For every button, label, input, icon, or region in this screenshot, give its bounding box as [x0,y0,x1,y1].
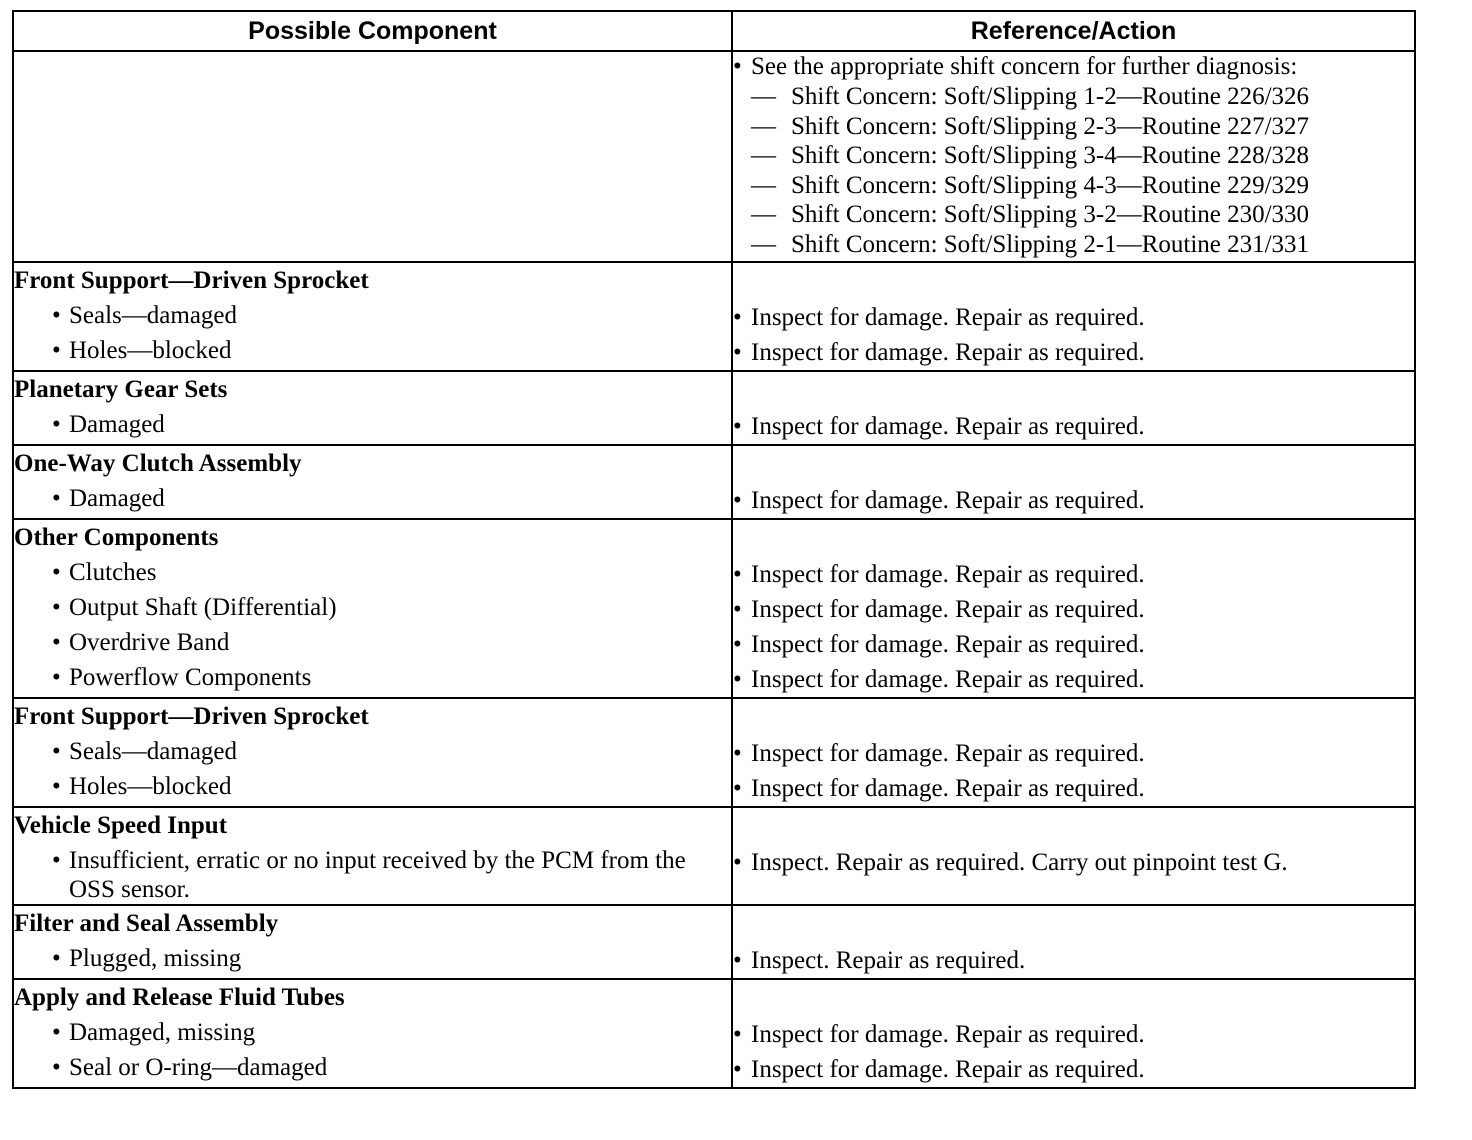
bullet-icon: • [52,738,61,765]
action-spacer [733,808,1414,845]
header-possible-component: Possible Component [13,11,732,51]
intro-action-cell [732,51,1415,262]
bullet-icon: • [733,596,742,623]
component-row [13,905,1415,979]
action-cell [732,371,1415,445]
dash-icon: — [751,83,776,110]
routine-reference-item [733,82,1414,112]
bullet-icon: • [733,666,742,693]
component-row [13,807,1415,905]
action-item [733,1052,1414,1087]
dash-icon: — [751,171,776,199]
routine-reference-item [733,171,1414,201]
component-item [14,590,731,625]
routine-reference-text: Shift Concern: Soft/Slipping 3-2—Routine 230/330 [791,201,1310,228]
component-item-text: Seals—damaged [69,738,238,765]
intro-component-cell [13,51,732,262]
action-item-text: Inspect for damage. Repair as required. [751,666,1145,693]
component-heading: Planetary Gear Sets [14,376,228,403]
action-item-text: Inspect for damage. Repair as required. [751,631,1145,658]
component-row [13,262,1415,371]
action-cell [732,698,1415,807]
routine-reference-text: Shift Concern: Soft/Slipping 4-3—Routine 229/329 [791,171,1310,199]
action-item [733,557,1414,592]
component-item [14,769,731,804]
diagnosis-table [12,10,1416,1089]
component-heading: Other Components [14,524,219,551]
component-row [13,698,1415,807]
action-item-text: Inspect for damage. Repair as required. [751,304,1145,331]
component-cell [13,371,732,445]
component-item-text: Output Shaft (Differential) [69,594,337,621]
bullet-icon: • [733,849,742,876]
action-cell [732,262,1415,371]
bullet-icon: • [733,53,742,80]
action-item-text: Inspect for damage. Repair as required. [751,775,1145,802]
action-cell [732,807,1415,905]
action-item-text: Inspect for damage. Repair as required. [751,339,1145,366]
action-spacer [733,446,1414,483]
action-spacer [733,263,1414,300]
component-heading: One-Way Clutch Assembly [14,450,302,477]
action-item-text: Inspect. Repair as required. Carry out pinpoint test G. [751,849,1288,876]
component-cell [13,905,732,979]
routine-reference-item [733,112,1414,142]
component-item [14,407,731,442]
component-heading: Filter and Seal Assembly [14,910,279,937]
bullet-icon: • [733,304,742,331]
routine-reference-text: Shift Concern: Soft/Slipping 3-4—Routine 228/328 [791,142,1310,169]
bullet-icon: • [52,337,61,364]
action-item [733,592,1414,627]
intro-routine-list [733,82,1414,259]
component-item-text: Holes—blocked [69,337,232,364]
action-item-text: Inspect for damage. Repair as required. [751,413,1145,440]
component-item-text: Clutches [69,559,157,586]
component-item [14,625,731,660]
component-item [14,481,731,516]
component-item-text: Holes—blocked [69,773,232,800]
action-spacer [733,980,1414,1017]
component-row [13,519,1415,698]
component-heading: Apply and Release Fluid Tubes [14,984,345,1011]
component-item [14,1050,731,1085]
bullet-icon: • [52,629,61,656]
action-spacer [733,699,1414,736]
routine-reference-text: Shift Concern: Soft/Slipping 2-3—Routine 227/327 [791,112,1310,140]
action-item-text: Inspect for damage. Repair as required. [751,596,1145,623]
action-item [733,771,1414,806]
component-item-text: Damaged, missing [69,1019,256,1046]
action-item [733,845,1414,880]
action-item [733,943,1414,978]
bullet-icon: • [52,664,61,691]
bullet-icon: • [733,775,742,802]
bullet-icon: • [52,302,61,329]
bullet-icon: • [52,847,61,874]
action-item-text: Inspect for damage. Repair as required. [751,740,1145,767]
bullet-icon: • [733,487,742,514]
dash-icon: — [751,230,776,258]
component-item [14,333,731,368]
bullet-icon: • [733,561,742,588]
table-body [13,51,1415,1088]
component-item [14,660,731,695]
component-cell [13,979,732,1088]
component-item [14,734,731,769]
component-item-text: Seal or O-ring—damaged [69,1054,328,1081]
bullet-icon: • [52,485,61,512]
bullet-icon: • [733,1021,742,1048]
component-item-text: Powerflow Components [69,664,312,691]
action-item [733,335,1414,370]
action-item [733,409,1414,444]
bullet-icon: • [52,411,61,438]
dash-icon: — [751,112,776,140]
bullet-icon: • [733,413,742,440]
bullet-icon: • [733,947,742,974]
table-header-row [13,11,1415,51]
action-cell [732,445,1415,519]
header-reference-action: Reference/Action [732,11,1415,51]
action-item [733,736,1414,771]
intro-row [13,51,1415,262]
component-item-text: Seals—damaged [69,302,238,329]
action-item-text: Inspect for damage. Repair as required. [751,1021,1145,1048]
bullet-icon: • [52,594,61,621]
bullet-icon: • [52,1054,61,1081]
routine-reference-item [733,230,1414,260]
component-heading: Vehicle Speed Input [14,812,228,839]
action-item [733,1017,1414,1052]
action-item [733,300,1414,335]
routine-reference-item [733,141,1414,171]
component-row [13,979,1415,1088]
action-spacer [733,372,1414,409]
action-item [733,662,1414,697]
component-item [14,1015,731,1050]
component-item-text: Overdrive Band [69,629,230,656]
action-spacer [733,520,1414,557]
routine-reference-text: Shift Concern: Soft/Slipping 1-2—Routine 226/326 [791,83,1310,110]
action-item-text: Inspect for damage. Repair as required. [751,1056,1145,1083]
action-spacer [733,906,1414,943]
component-row [13,445,1415,519]
intro-text-label: See the appropriate shift concern for further diagnosis: [751,53,1298,80]
bullet-icon: • [52,945,61,972]
component-cell [13,262,732,371]
routine-reference-item [733,200,1414,230]
bullet-icon: • [52,559,61,586]
component-heading: Front Support—Driven Sprocket [14,703,369,730]
component-cell [13,445,732,519]
action-cell [732,519,1415,698]
component-item-text: Damaged [69,485,165,512]
bullet-icon: • [733,339,742,366]
component-item [14,298,731,333]
intro-text [733,52,1414,82]
component-item [14,843,731,904]
routine-reference-text: Shift Concern: Soft/Slipping 2-1—Routine 231/331 [791,230,1310,258]
action-item-text: Inspect for damage. Repair as required. [751,487,1145,514]
action-item-text: Inspect. Repair as required. [751,947,1026,974]
component-row [13,371,1415,445]
component-item-text: Insufficient, erratic or no input received by the PCM from the OSS sensor. [69,847,686,903]
dash-icon: — [751,201,776,228]
dash-icon: — [751,142,776,169]
component-heading: Front Support—Driven Sprocket [14,267,369,294]
bullet-icon: • [733,1056,742,1083]
component-cell [13,807,732,905]
bullet-icon: • [52,773,61,800]
action-item-text: Inspect for damage. Repair as required. [751,561,1145,588]
component-cell [13,698,732,807]
action-item [733,483,1414,518]
action-cell [732,979,1415,1088]
bullet-icon: • [733,740,742,767]
component-item-text: Plugged, missing [69,945,242,972]
component-item [14,555,731,590]
bullet-icon: • [52,1019,61,1046]
action-cell [732,905,1415,979]
action-item [733,627,1414,662]
bullet-icon: • [733,631,742,658]
component-cell [13,519,732,698]
component-item [14,941,731,976]
component-item-text: Damaged [69,411,165,438]
